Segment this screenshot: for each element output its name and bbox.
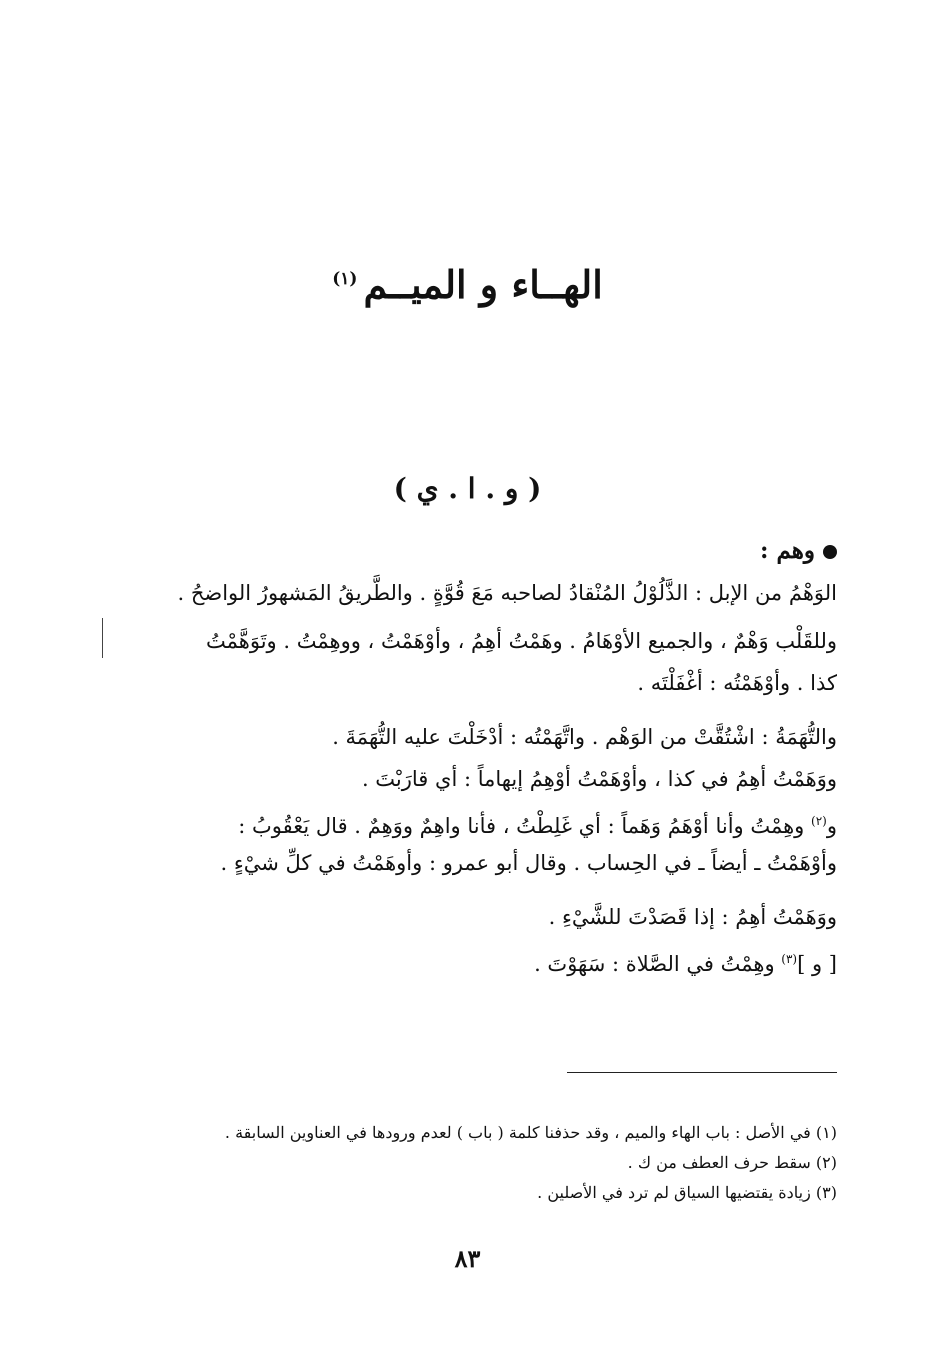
entry-line-4: والتُّهَمَةُ : اشْتُقَّتْ من الوَهْم . واتَّهَمْتُه : أدْخَلْتَ عليه التُّهَمَةَ . <box>332 725 837 749</box>
footnotes <box>92 1118 837 1208</box>
footnote-divider <box>567 1072 837 1073</box>
note-ref-3: (٣) <box>781 952 798 966</box>
entry-line-7: وأوْهَمْتُ ـ أيضاً ـ في الحِساب . وقال أبو عمرو : وأوهَمْتُ في كلِّ شيْءٍ . <box>220 851 837 875</box>
line9-text: وهِمْتُ في الصَّلاة : سَهَوْتَ . <box>534 952 775 976</box>
chapter-title <box>0 262 935 307</box>
entry-line-6 <box>92 800 837 842</box>
entry-line-3: كذا . وأوْهَمْتُه : أغْفَلْتَه . <box>637 671 837 695</box>
margin-mark <box>102 618 103 658</box>
note-ref-2: (٢) <box>811 814 827 828</box>
entry-headword-line <box>92 530 837 572</box>
line6-text: وهِمْتُ وأنا أوْهَمُ وَهَماً : أي غَلِطْتُ ، فأنا واهِمٌ ووَهِمٌ . قال يَعْقُوبُ : <box>238 814 805 838</box>
chapter-title-text: الهــاء و الميــم <box>363 262 603 307</box>
line6-prefix: و <box>826 814 837 838</box>
entry-line-5: ووَهَمْتُ أهِمُ في كذا ، وأوْهَمْتُ أوْهِمُ إيهاماً : أي قارَبْتَ . <box>361 767 837 791</box>
footnote-1: (١) في الأصل : باب الهاء والميم ، وقد حذفنا كلمة ( باب ) لعدم ورودها في العناوين السابقة . <box>224 1123 837 1142</box>
page-number: ٨٣ <box>454 1244 481 1273</box>
entry-line-9 <box>92 938 837 980</box>
bullet-icon <box>823 545 837 559</box>
footnote-2: (٢) سقط حرف العطف من ك . <box>627 1153 837 1172</box>
chapter-note-ref: (١) <box>332 269 358 290</box>
entry-line-8: ووَهَمْتُ أهِمُ : إذا قَصَدْتَ للشَّيْءِ . <box>548 905 837 929</box>
footnote-3: (٣) زيادة يقتضيها السياق لم ترد في الأصلين . <box>537 1183 837 1202</box>
entry-line-1: الوَهْمُ من الإبل : الذَّلُوْلُ المُنْقادُ لصاحبه مَعَ قُوَّةٍ . والطَّريقُ المَشهورُ الواضحُ . <box>177 581 837 605</box>
entry-body <box>92 530 837 980</box>
entry-headword: وهم : <box>759 537 815 564</box>
entry-line-2: وللقَلْب وَهْمٌ ، والجميع الأوْهَامُ . وهَمْتُ أهِمُ ، وأوْهَمْتُ ، ووهِمْتُ . وتَوَهَّمْتُ <box>206 629 837 653</box>
section-root-heading: ( و . ا . ي ) <box>393 472 542 505</box>
line9-bracket: [ و ] <box>797 952 837 976</box>
